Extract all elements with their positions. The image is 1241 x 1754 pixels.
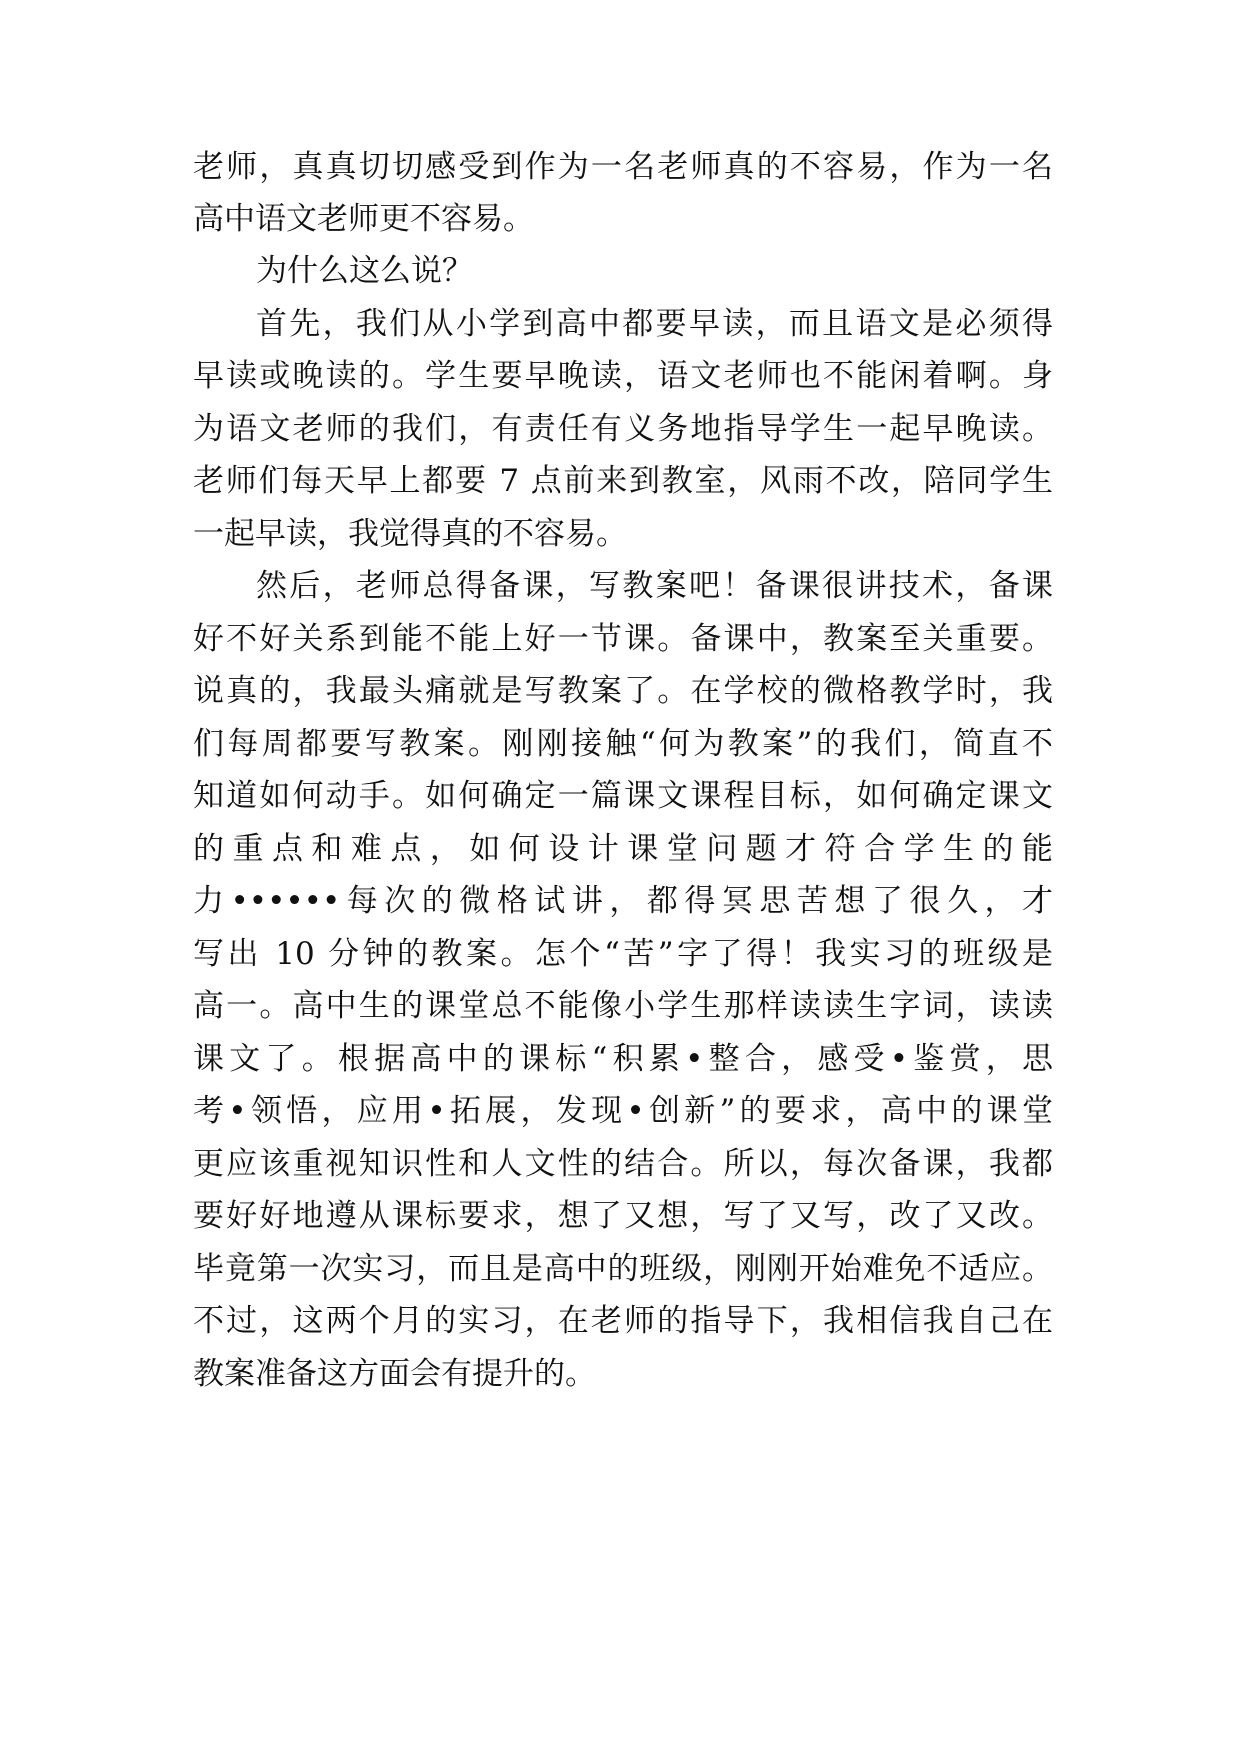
- text-line: 然后，老师总得备课，写教案吧！备课很讲技术，备课: [256, 568, 1053, 604]
- text-line: 的重点和难点，如何设计课堂问题才符合学生的能: [193, 831, 1053, 867]
- text-line: 说真的，我最头痛就是写教案了。在学校的微格教学时，我: [193, 673, 1053, 709]
- text-line: 教案准备这方面会有提升的。: [193, 1356, 596, 1392]
- text-line: 老师，真真切切感受到作为一名老师真的不容易，作为一名: [193, 149, 1053, 185]
- text-line: 老师们每天早上都要 7 点前来到教室，风雨不改，陪同学生: [193, 463, 1053, 499]
- text-line: 早读或晚读的。学生要早晚读，语文老师也不能闲着啊。身: [193, 358, 1053, 394]
- text-line: 写出 10 分钟的教案。怎个“苦”字了得！我实习的班级是: [193, 936, 1053, 972]
- text-line: 高一。高中生的课堂总不能像小学生那样读读生字词，读读: [193, 988, 1053, 1024]
- text-line: 考•领悟，应用•拓展，发现•创新”的要求，高中的课堂: [193, 1093, 1053, 1129]
- text-line: 课文了。根据高中的课标“积累•整合，感受•鉴赏，思: [193, 1041, 1053, 1077]
- text-line: 要好好地遵从课标要求，想了又想，写了又写，改了又改。: [193, 1198, 1053, 1234]
- text-line: 首先，我们从小学到高中都要早读，而且语文是必须得: [256, 306, 1053, 342]
- text-line: 好不好关系到能不能上好一节课。备课中，教案至关重要。: [193, 621, 1053, 657]
- text-line: 们每周都要写教案。刚刚接触“何为教案”的我们，简直不: [193, 726, 1053, 762]
- text-line: 为语文老师的我们，有责任有义务地指导学生一起早晚读。: [193, 411, 1053, 447]
- text-line: 为什么这么说？: [256, 253, 473, 289]
- text-line: 力••••••每次的微格试讲，都得冥思苦想了很久，才: [193, 883, 1053, 919]
- text-line: 知道如何动手。如何确定一篇课文课程目标，如何确定课文: [193, 778, 1053, 814]
- text-line: 高中语文老师更不容易。: [193, 201, 534, 237]
- text-line: 更应该重视知识性和人文性的结合。所以，每次备课，我都: [193, 1146, 1053, 1182]
- text-line: 一起早读，我觉得真的不容易。: [193, 516, 627, 552]
- text-line: 毕竟第一次实习，而且是高中的班级，刚刚开始难免不适应。: [193, 1251, 1053, 1287]
- text-line: 不过，这两个月的实习，在老师的指导下，我相信我自己在: [193, 1303, 1053, 1339]
